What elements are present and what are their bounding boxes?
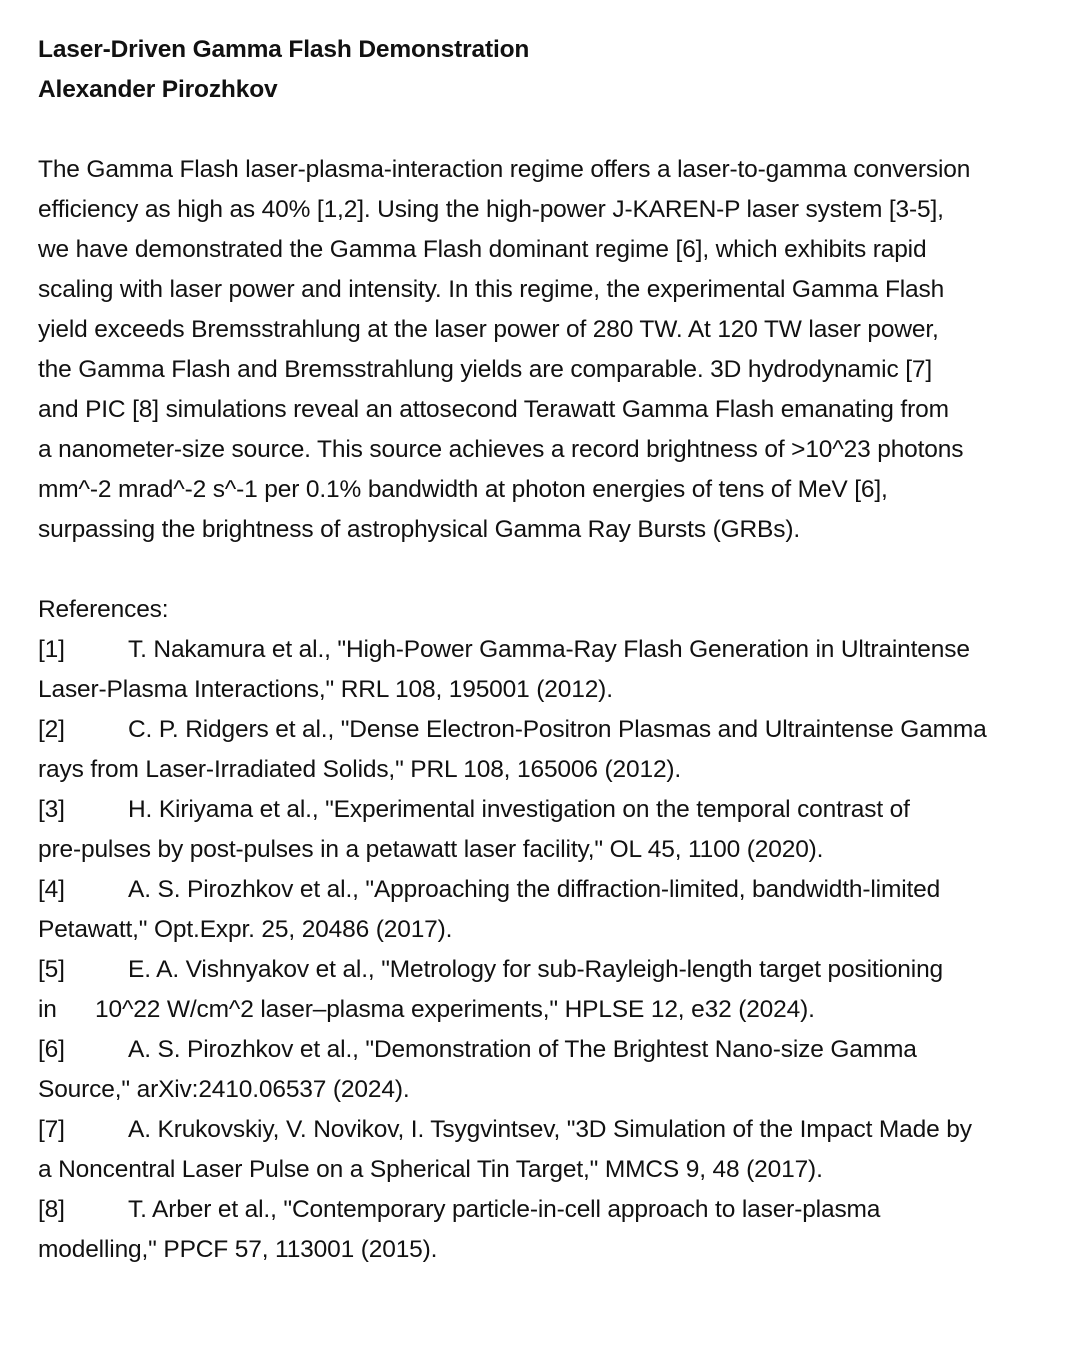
reference-line [38, 630, 1048, 670]
reference-text: H. Kiriyama et al., "Experimental investigation on the temporal contrast of [128, 796, 910, 823]
spacer [38, 550, 1048, 590]
reference-continuation: Petawatt," Opt.Expr. 25, 20486 (2017). [38, 916, 453, 943]
reference-text: T. Arber et al., "Contemporary particle-in-cell approach to laser-plasma [128, 1196, 881, 1223]
reference-line [38, 1110, 1048, 1150]
reference-text: A. Krukovskiy, V. Novikov, I. Tsygvintsev, "3D Simulation of the Impact Made by [128, 1116, 972, 1143]
reference-line [38, 1190, 1048, 1230]
reference-continuation [38, 990, 1048, 1030]
reference-continuation: Source," arXiv:2410.06537 (2024). [38, 1076, 410, 1103]
reference-number: [8] [38, 1196, 65, 1223]
reference-number: [5] [38, 956, 65, 983]
reference-number: [4] [38, 876, 65, 903]
abstract-line: The Gamma Flash laser-plasma-interaction regime offers a laser-to-gamma conversion [38, 156, 971, 183]
abstract-line: scaling with laser power and intensity. In this regime, the experimental Gamma Flash [38, 276, 945, 303]
reference-number: [1] [38, 636, 65, 663]
document-author: Alexander Pirozhkov [38, 76, 278, 103]
document-title: Laser-Driven Gamma Flash Demonstration [38, 36, 530, 63]
abstract-line: we have demonstrated the Gamma Flash dominant regime [6], which exhibits rapid [38, 236, 927, 263]
document-page [38, 30, 1048, 1270]
abstract-line: surpassing the brightness of astrophysical Gamma Ray Bursts (GRBs). [38, 516, 800, 543]
reference-continuation-text: 10^22 W/cm^2 laser–plasma experiments," HPLSE 12, e32 (2024). [95, 996, 815, 1023]
abstract-line: efficiency as high as 40% [1,2]. Using the high-power J-KAREN-P laser system [3-5], [38, 196, 944, 223]
reference-text: C. P. Ridgers et al., "Dense Electron-Positron Plasmas and Ultraintense Gamma [128, 716, 987, 743]
references-heading: References: [38, 596, 169, 623]
spacer [38, 110, 1048, 150]
reference-text: A. S. Pirozhkov et al., "Demonstration of The Brightest Nano-size Gamma [128, 1036, 917, 1063]
references-list [38, 630, 1048, 1270]
reference-line [38, 950, 1048, 990]
reference-number: [3] [38, 796, 65, 823]
reference-line [38, 790, 1048, 830]
reference-text: A. S. Pirozhkov et al., "Approaching the diffraction-limited, bandwidth-limited [128, 876, 941, 903]
abstract-line: a nanometer-size source. This source achieves a record brightness of >10^23 photons [38, 436, 964, 463]
reference-continuation: rays from Laser-Irradiated Solids," PRL 108, 165006 (2012). [38, 756, 682, 783]
abstract-line: and PIC [8] simulations reveal an attosecond Terawatt Gamma Flash emanating from [38, 396, 949, 423]
abstract-line: the Gamma Flash and Bremsstrahlung yields are comparable. 3D hydrodynamic [7] [38, 356, 933, 383]
reference-line [38, 710, 1048, 750]
abstract-line: yield exceeds Bremsstrahlung at the laser power of 280 TW. At 120 TW laser power, [38, 316, 939, 343]
reference-number: [6] [38, 1036, 65, 1063]
reference-text: E. A. Vishnyakov et al., "Metrology for sub-Rayleigh-length target positioning [128, 956, 944, 983]
reference-continuation: modelling," PPCF 57, 113001 (2015). [38, 1236, 438, 1263]
reference-continuation-lead: in [38, 996, 57, 1023]
reference-number: [7] [38, 1116, 65, 1143]
abstract [38, 150, 1048, 550]
reference-continuation: pre-pulses by post-pulses in a petawatt laser facility," OL 45, 1100 (2020). [38, 836, 824, 863]
abstract-line: mm^-2 mrad^-2 s^-1 per 0.1% bandwidth at photon energies of tens of MeV [6], [38, 476, 888, 503]
reference-text: T. Nakamura et al., "High-Power Gamma-Ray Flash Generation in Ultraintense [128, 636, 970, 663]
reference-number: [2] [38, 716, 65, 743]
reference-line [38, 870, 1048, 910]
reference-continuation: Laser-Plasma Interactions," RRL 108, 195001 (2012). [38, 676, 613, 703]
reference-continuation: a Noncentral Laser Pulse on a Spherical Tin Target," MMCS 9, 48 (2017). [38, 1156, 823, 1183]
reference-line [38, 1030, 1048, 1070]
